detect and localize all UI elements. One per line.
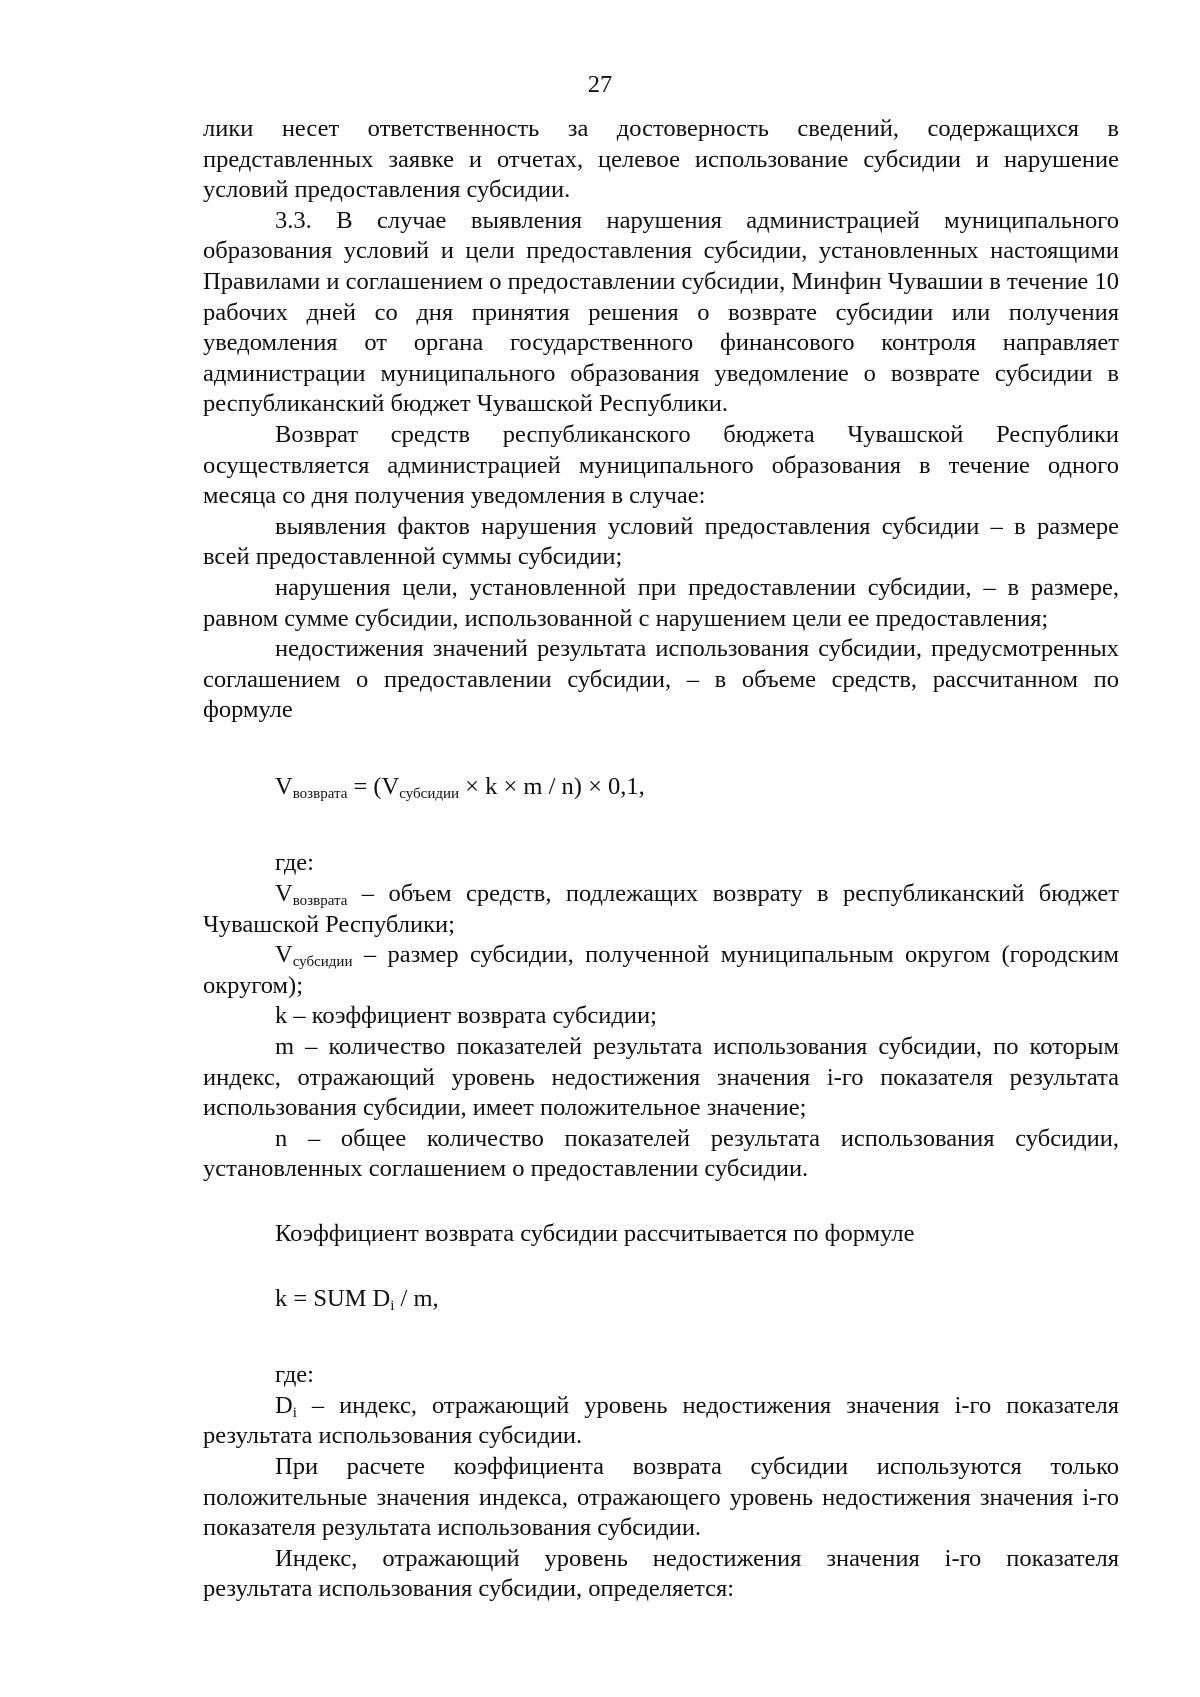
where-label: где: — [275, 1361, 314, 1389]
spacer — [203, 726, 1119, 772]
definition-text: – размер субсидии, полученной муниципальным округом (городским округом); — [203, 941, 1119, 999]
paragraph-return-funds: Возврат средств республиканского бюджета Чувашской Республики осуществляется администрацией муниципального образования в течение одного месяца со дня получения уведомления в случае: — [203, 420, 1119, 510]
spacer — [203, 1314, 1119, 1360]
spacer — [203, 1185, 1119, 1219]
paragraph-index-definition: Индекс, отражающий уровень недостижения значения i-го показателя результата использования субсидии, определяется: — [203, 1544, 1119, 1603]
formula-sub-subsidy: субсидии — [399, 785, 460, 802]
symbol-v: V — [275, 880, 293, 908]
definition-text: – объем средств, подлежащих возврату в республиканский бюджет Чувашской Республики; — [203, 880, 1119, 938]
paragraph-positive-values: При расчете коэффициента возврата субсидии используются только положительные значения индекса, отражающего уровень недостижения значения i-го показателя результата использования субсидии. — [203, 1452, 1119, 1542]
definition-v-return — [203, 879, 1119, 940]
spacer — [203, 802, 1119, 848]
paragraph-case-results: недостижения значений результата использования субсидии, предусмотренных соглашением о предоставлении субсидии, – в объеме средств, рассчитанном по формуле — [203, 635, 1119, 724]
definition-n: n – общее количество показателей результата использования субсидии, установленных соглашением о предоставлении субсидии. — [203, 1124, 1119, 1183]
paragraph-case-conditions: выявления фактов нарушения условий предоставления субсидии – в размере всей предоставленной суммы субсидии; — [203, 512, 1119, 571]
paragraph-continuation: лики несет ответственность за достоверность сведений, содержащихся в представленных заявке и отчетах, целевое использование субсидии и нарушение условий предоставления субсидии. — [203, 115, 1119, 204]
spacer — [203, 1250, 1119, 1284]
definition-m: m – количество показателей результата использования субсидии, по которым индекс, отражающий уровень недостижения значения i-го показателя результата использования субсидии, имеет положительное значение; — [203, 1033, 1119, 1122]
symbol-d: D — [275, 1391, 293, 1419]
formula-sub-return: возврата — [292, 785, 348, 802]
definition-d — [203, 1391, 1119, 1452]
formula-return-volume — [203, 772, 1119, 803]
formula-k-start: k = SUM D — [275, 1284, 391, 1312]
formula-eq-open: = (V — [347, 772, 400, 800]
symbol-sub-subsidy: субсидии — [292, 954, 353, 971]
formula-sub-i: i — [390, 1297, 395, 1314]
formula-rest: × k × m / n) × 0,1, — [459, 772, 645, 800]
symbol-v: V — [275, 941, 293, 969]
where-label: где: — [275, 849, 314, 877]
definition-k: k – коэффициент возврата субсидии; — [275, 1002, 657, 1030]
paragraph-case-purpose: нарушения цели, установленной при предоставлении субсидии, – в размере, равном сумме субсидии, использованной с нарушением цели ее предоставления; — [203, 573, 1119, 632]
definition-text: – индекс, отражающий уровень недостижения значения i-го показателя результата использования субсидии. — [203, 1391, 1119, 1450]
formula-v-symbol: V — [275, 772, 293, 800]
symbol-sub-i: i — [292, 1404, 297, 1421]
definition-v-subsidy — [203, 940, 1119, 1001]
formula-coefficient — [203, 1284, 1119, 1315]
document-body — [203, 114, 1119, 1605]
formula-k-rest: / m, — [394, 1284, 439, 1312]
paragraph-coefficient-intro: Коэффициент возврата субсидии рассчитывается по формуле — [275, 1220, 915, 1247]
paragraph-3-3: 3.3. В случае выявления нарушения администрацией муниципального образования условий и цели предоставления субсидии, установленных настоящими Правилами и соглашением о предоставлении субсидии, Минфин Чувашии в течение 10 рабочих дней со дня принятия решения о возврате субсидии или получения уведомления от органа государственного финансового контроля направляет администрации муниципального образования уведомление о возврате субсидии в республиканский бюджет Чувашской Республики. — [203, 206, 1119, 418]
page-number: 27 — [587, 71, 613, 98]
symbol-sub-return: возврата — [292, 893, 348, 910]
